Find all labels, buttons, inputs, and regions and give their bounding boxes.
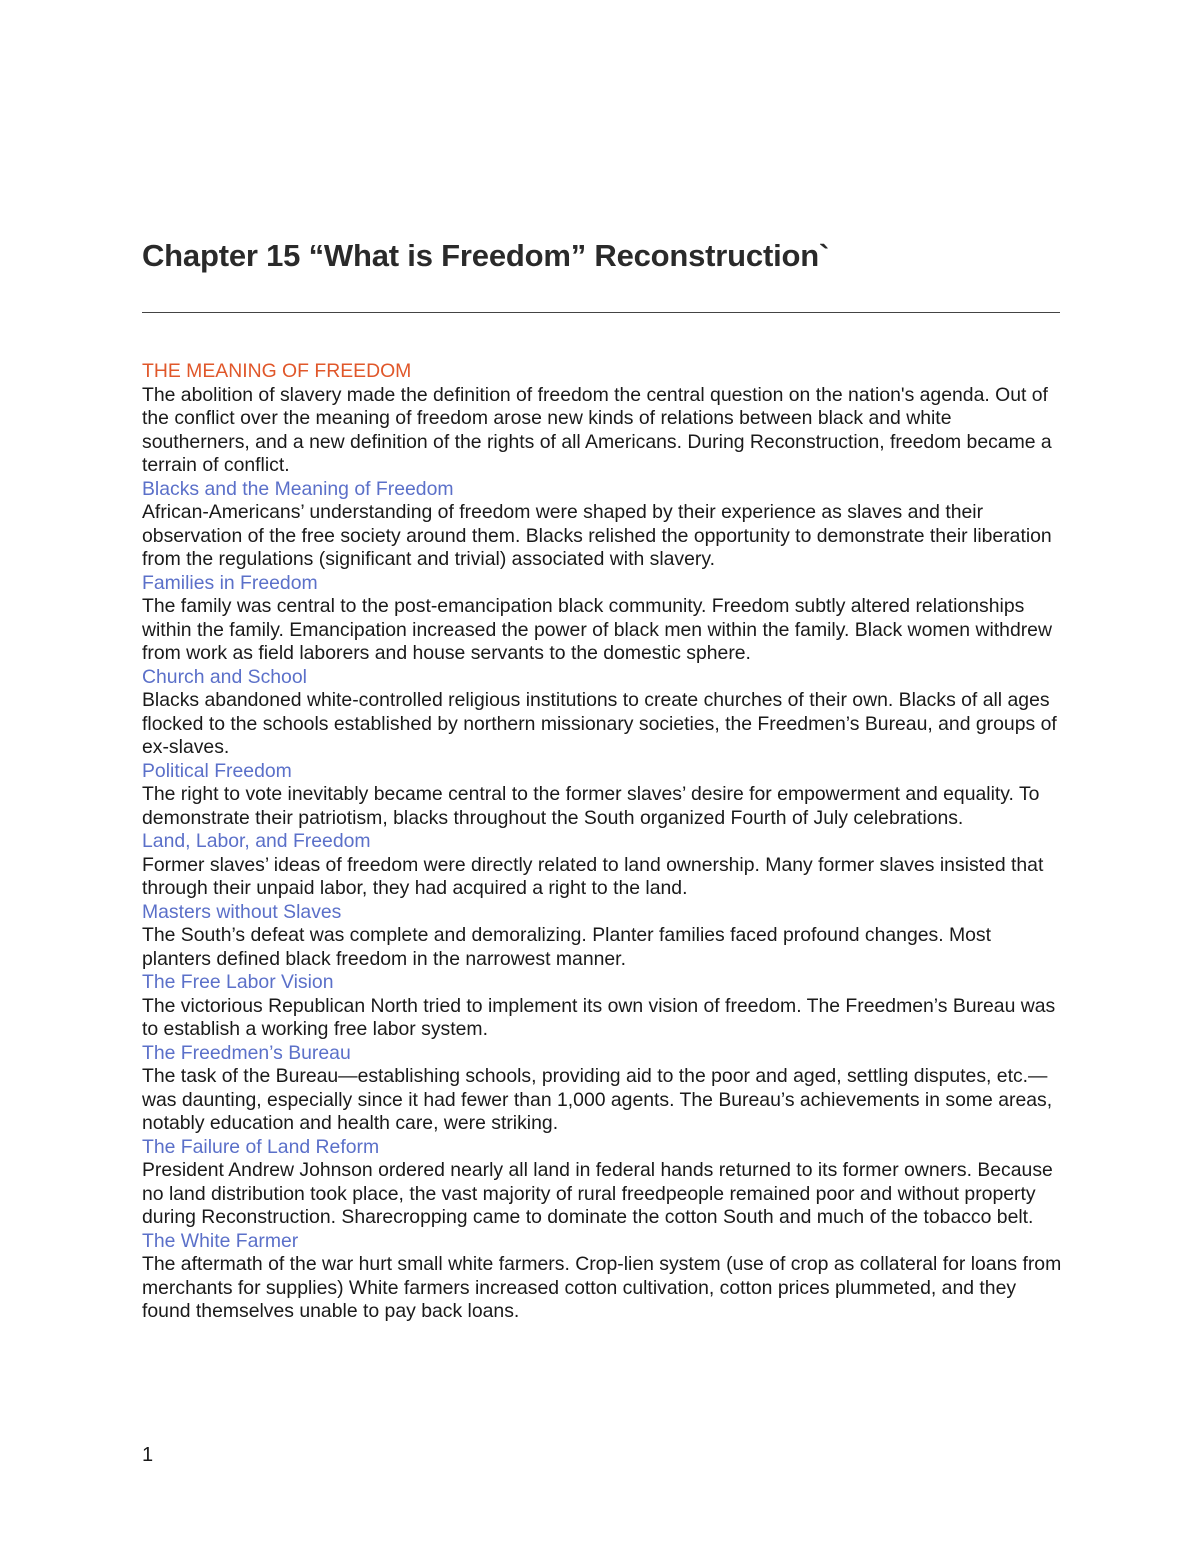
subsection-heading: The White Farmer bbox=[142, 1229, 299, 1252]
subsection-text: The victorious Republican North tried to implement its own vision of freedom. The Freedmen’s Bureau was to establish a working free labor system. bbox=[142, 994, 1056, 1040]
subsection-blacks-meaning-of-freedom bbox=[142, 478, 1062, 572]
chapter-content bbox=[142, 360, 1062, 1324]
subsection-text: The aftermath of the war hurt small white farmers. Crop-lien system (use of crop as collateral for loans from merchants for supplies) White farmers increased cotton cultivation, cotton prices plummeted, and they found themselves unable to pay back loans. bbox=[142, 1253, 1062, 1322]
section-intro: The abolition of slavery made the definition of freedom the central question on the nation's agenda. Out of the conflict over the meaning of freedom arose new kinds of relations between black and white southerners, and a new definition of the rights of all Americans. During Reconstruction, freedom became a terrain of conflict. bbox=[142, 383, 1052, 476]
subsection-text: Blacks abandoned white-controlled religious institutions to create churches of their own. Blacks of all ages flocked to the schools established by northern missionary societies, the Freedmen’s Bureau, and groups of ex-slaves. bbox=[142, 689, 1057, 758]
subsection-failure-of-land-reform bbox=[142, 1136, 1062, 1230]
subsection-white-farmer bbox=[142, 1230, 1062, 1324]
subsection-heading: Political Freedom bbox=[142, 759, 292, 782]
page-number: 1 bbox=[142, 1444, 154, 1466]
subsection-masters-without-slaves bbox=[142, 901, 1062, 972]
chapter-title: Chapter 15 “What is Freedom” Reconstruction` bbox=[142, 238, 830, 273]
subsection-text: African-Americans’ understanding of freedom were shaped by their experience as slaves and their observation of the free society around them. Blacks relished the opportunity to demonstrate their liberation from the regulations (significant and trivial) associated with slavery. bbox=[142, 501, 1052, 570]
subsection-political-freedom bbox=[142, 760, 1062, 831]
subsection-free-labor-vision bbox=[142, 971, 1062, 1042]
subsection-families-in-freedom bbox=[142, 572, 1062, 666]
subsection-heading: Blacks and the Meaning of Freedom bbox=[142, 477, 454, 500]
subsection-land-labor-freedom bbox=[142, 830, 1062, 901]
subsection-heading: Masters without Slaves bbox=[142, 900, 342, 923]
subsection-text: Former slaves’ ideas of freedom were directly related to land ownership. Many former slaves insisted that through their unpaid labor, they had acquired a right to the land. bbox=[142, 853, 1044, 899]
subsection-freedmens-bureau bbox=[142, 1042, 1062, 1136]
subsection-text: President Andrew Johnson ordered nearly all land in federal hands returned to its former owners. Because no land distribution took place, the vast majority of rural freedpeople remained poor and without property during Reconstruction. Sharecropping came to dominate the cotton South and much of the tobacco belt. bbox=[142, 1159, 1053, 1228]
subsection-text: The right to vote inevitably became central to the former slaves’ desire for empowerment and equality. To demonstrate their patriotism, blacks throughout the South organized Fourth of July celebrations. bbox=[142, 783, 1040, 829]
subsection-heading: Church and School bbox=[142, 665, 307, 688]
section-heading: THE MEANING OF FREEDOM bbox=[142, 360, 412, 382]
subsection-heading: Families in Freedom bbox=[142, 571, 318, 594]
subsection-heading: The Free Labor Vision bbox=[142, 971, 334, 993]
subsection-heading: The Failure of Land Reform bbox=[142, 1135, 380, 1158]
subsection-text: The task of the Bureau—establishing schools, providing aid to the poor and aged, settling disputes, etc.—was daunting, especially since it had fewer than 1,000 agents. The Bureau’s achievements in some areas, notably education and health care, were striking. bbox=[142, 1065, 1053, 1134]
subsection-text: The South’s defeat was complete and demoralizing. Planter families faced profound changes. Most planters defined black freedom in the narrowest manner. bbox=[142, 924, 992, 970]
subsection-text: The family was central to the post-emancipation black community. Freedom subtly altered relationships within the family. Emancipation increased the power of black men within the family. Black women withdrew from work as field laborers and house servants to the domestic sphere. bbox=[142, 595, 1052, 664]
subsection-heading: The Freedmen’s Bureau bbox=[142, 1041, 351, 1064]
title-divider bbox=[142, 312, 1060, 313]
subsection-church-and-school bbox=[142, 666, 1062, 760]
subsection-heading: Land, Labor, and Freedom bbox=[142, 830, 371, 852]
